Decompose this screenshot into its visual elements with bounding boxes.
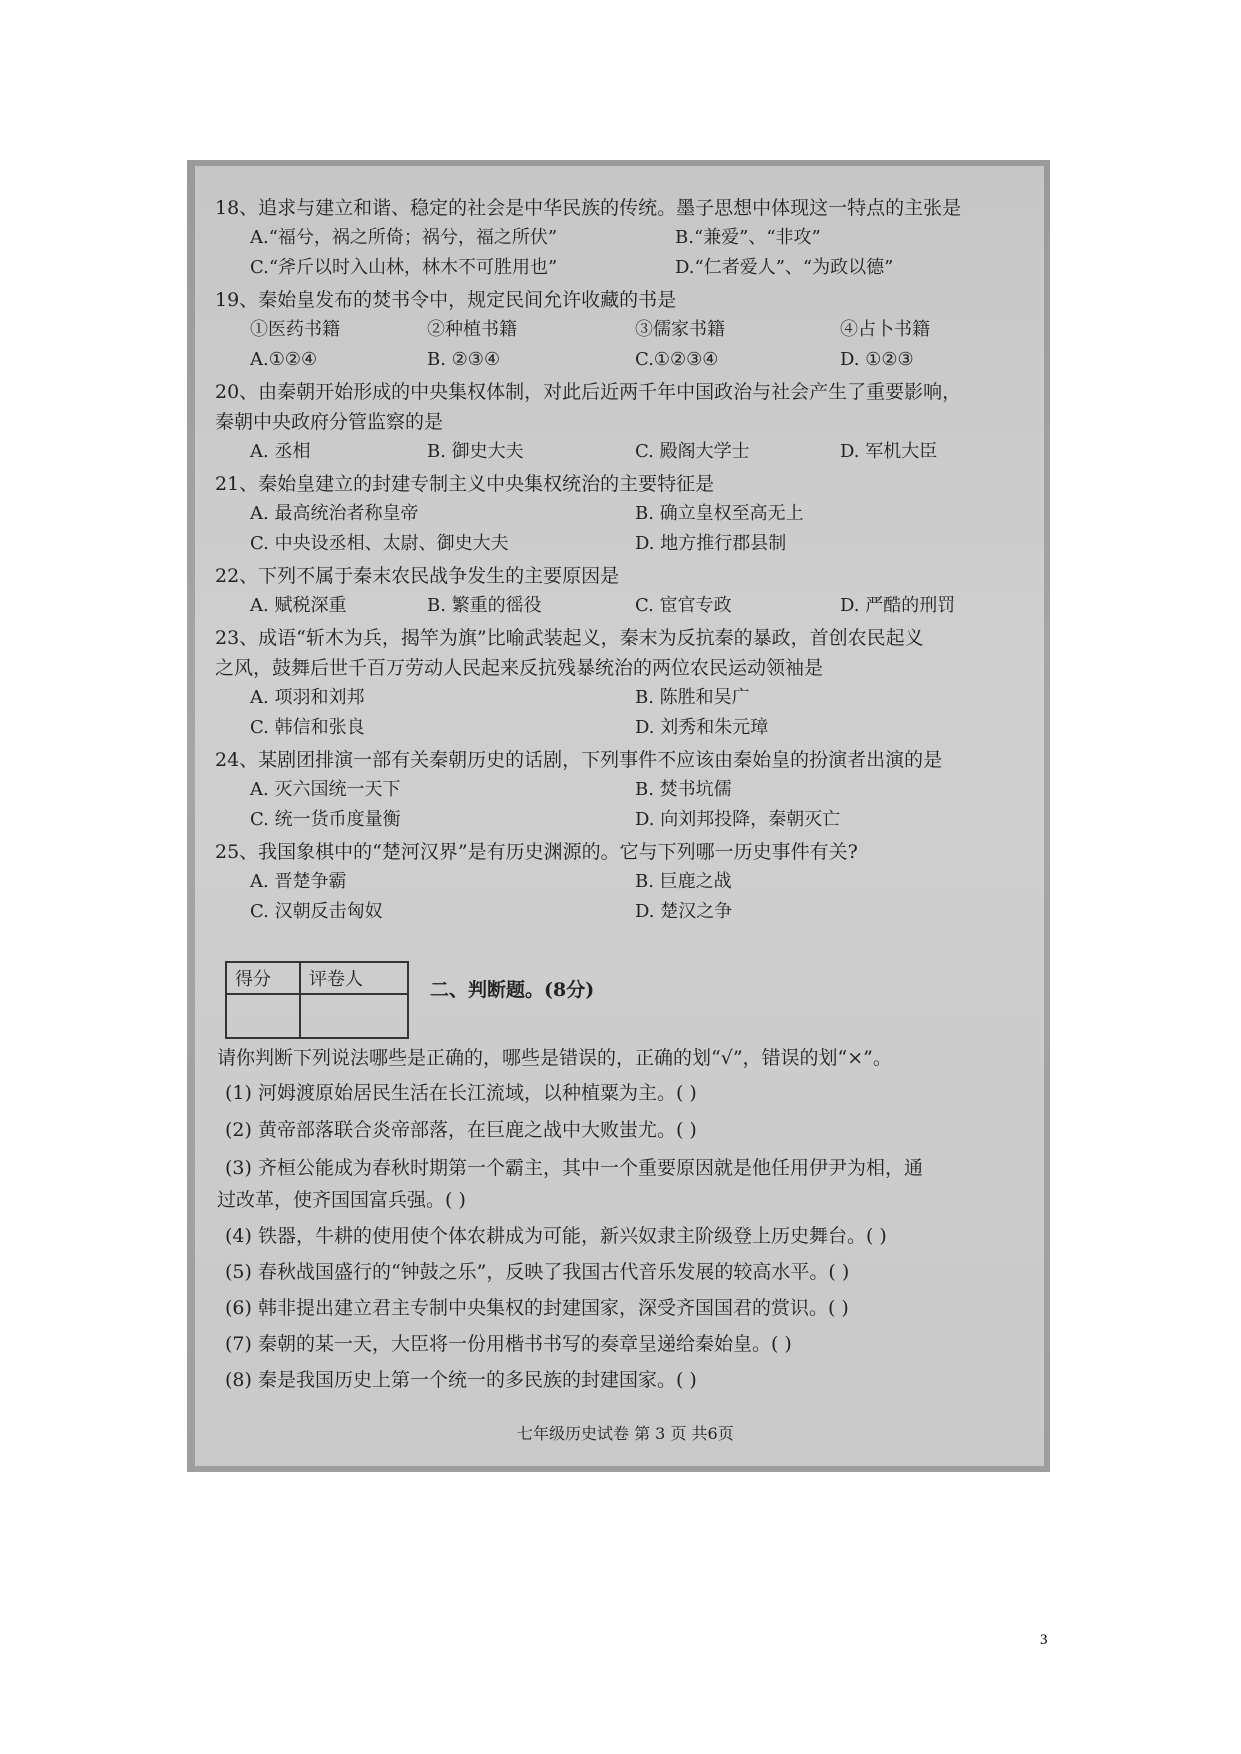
judgment-item-1: (1) 河姆渡原始居民生活在长江流域，以种植粟为主。( ) [225,1082,697,1104]
question-20-option-b: B. 御史大夫 [427,441,524,462]
section-2-title: 二、判断题。(8分) [430,979,595,1001]
question-25-option-a: A. 晋楚争霸 [250,871,347,892]
section-2-instruction: 请你判断下列说法哪些是正确的，哪些是错误的，正确的划“√”，错误的划“×”。 [217,1047,892,1069]
question-21-option-b: B. 确立皇权至高无上 [635,503,804,524]
question-21-option-c: C. 中央设丞相、太尉、御史大夫 [250,533,509,554]
exam-photo [187,160,1050,1472]
question-25-option-b: B. 巨鹿之战 [635,871,732,892]
question-22-option-b: B. 繁重的徭役 [427,595,542,616]
question-24-stem: 24、某剧团排演一部有关秦朝历史的话剧，下列事件不应该由秦始皇的扮演者出演的是 [215,749,943,771]
question-24-option-d: D. 向刘邦投降，秦朝灭亡 [635,809,841,830]
question-19-option-c: C.①②③④ [635,349,719,370]
question-22-option-c: C. 宦官专政 [635,595,732,616]
question-23-option-d: D. 刘秀和朱元璋 [635,717,769,738]
judgment-item-4: (4) 铁器，牛耕的使用使个体农耕成为可能，新兴奴隶主阶级登上历史舞台。( ) [225,1225,887,1247]
question-18-stem: 18、追求与建立和谐、稳定的社会是中华民族的传统。墨子思想中体现这一特点的主张是 [215,197,962,219]
score-cell [226,994,300,1038]
question-21-stem: 21、秦始皇建立的封建专制主义中央集权统治的主要特征是 [215,473,715,495]
exam-footer: 七年级历史试卷 第 3 页 共6页 [517,1424,734,1443]
judgment-item-7: (7) 秦朝的某一天，大臣将一份用楷书书写的奏章呈递给秦始皇。( ) [225,1333,792,1355]
question-25-option-d: D. 楚汉之争 [635,901,733,922]
grader-cell [300,994,408,1038]
question-19-option-d: D. ①②③ [840,349,914,370]
question-18-option-b: B.“兼爱”、“非攻” [675,227,821,248]
question-20-option-d: D. 军机大臣 [840,441,938,462]
question-20-option-c: C. 殿阁大学士 [635,441,750,462]
question-24-option-c: C. 统一货币度量衡 [250,809,401,830]
question-19-item-3: ③儒家书籍 [635,319,725,340]
question-18-option-d: D.“仁者爱人”、“为政以德” [675,257,894,278]
question-22-option-d: D. 严酷的刑罚 [840,595,956,616]
question-21-option-a: A. 最高统治者称皇帝 [250,503,419,524]
judgment-item-8: (8) 秦是我国历史上第一个统一的多民族的封建国家。( ) [225,1369,697,1391]
question-19-item-1: ①医药书籍 [250,319,340,340]
question-19-option-a: A.①②④ [250,349,318,370]
question-21-option-d: D. 地方推行郡县制 [635,533,787,554]
question-23-option-a: A. 项羽和刘邦 [250,687,365,708]
judgment-item-2: (2) 黄帝部落联合炎帝部落，在巨鹿之战中大败蚩尤。( ) [225,1119,697,1141]
question-24-option-a: A. 灭六国统一天下 [250,779,401,800]
question-23-option-c: C. 韩信和张良 [250,717,365,738]
score-header: 得分 [226,962,300,994]
question-20-stem-line2: 秦朝中央政府分管监察的是 [215,411,444,433]
score-table [225,961,409,1039]
question-19-option-b: B. ②③④ [427,349,501,370]
question-23-stem-line2: 之风，鼓舞后世千百万劳动人民起来反抗残暴统治的两位农民运动领袖是 [215,657,824,679]
question-23-option-b: B. 陈胜和吴广 [635,687,750,708]
judgment-item-3: (3) 齐桓公能成为春秋时期第一个霸主，其中一个重要原因就是他任用伊尹为相，通 [225,1157,923,1179]
question-19-item-2: ②种植书籍 [427,319,517,340]
question-24-option-b: B. 焚书坑儒 [635,779,732,800]
question-19-stem: 19、秦始皇发布的焚书令中，规定民间允许收藏的书是 [215,289,677,311]
question-18-option-a: A.“福兮，祸之所倚；祸兮，福之所伏” [250,227,558,248]
question-23-stem: 23、成语“斩木为兵，揭竿为旗”比喻武装起义，秦末为反抗秦的暴政，首创农民起义 [215,627,924,649]
question-20-stem: 20、由秦朝开始形成的中央集权体制，对此后近两千年中国政治与社会产生了重要影响， [215,381,962,403]
question-25-option-c: C. 汉朝反击匈奴 [250,901,383,922]
question-22-stem: 22、下列不属于秦末农民战争发生的主要原因是 [215,565,620,587]
judgment-item-3-cont: 过改革，使齐国国富兵强。( ) [217,1189,466,1211]
judgment-item-6: (6) 韩非提出建立君主专制中央集权的封建国家，深受齐国国君的赏识。( ) [225,1297,849,1319]
question-22-option-a: A. 赋税深重 [250,595,347,616]
grader-header: 评卷人 [300,962,408,994]
page-number: 3 [1040,1632,1048,1648]
exam-paper [195,166,1044,1466]
question-25-stem: 25、我国象棋中的“楚河汉界”是有历史渊源的。它与下列哪一历史事件有关? [215,841,858,863]
question-20-option-a: A. 丞相 [250,441,311,462]
question-19-item-4: ④占卜书籍 [840,319,930,340]
question-18-option-c: C.“斧斤以时入山林，林木不可胜用也” [250,257,558,278]
judgment-item-5: (5) 春秋战国盛行的“钟鼓之乐”，反映了我国古代音乐发展的较高水平。( ) [225,1261,850,1283]
